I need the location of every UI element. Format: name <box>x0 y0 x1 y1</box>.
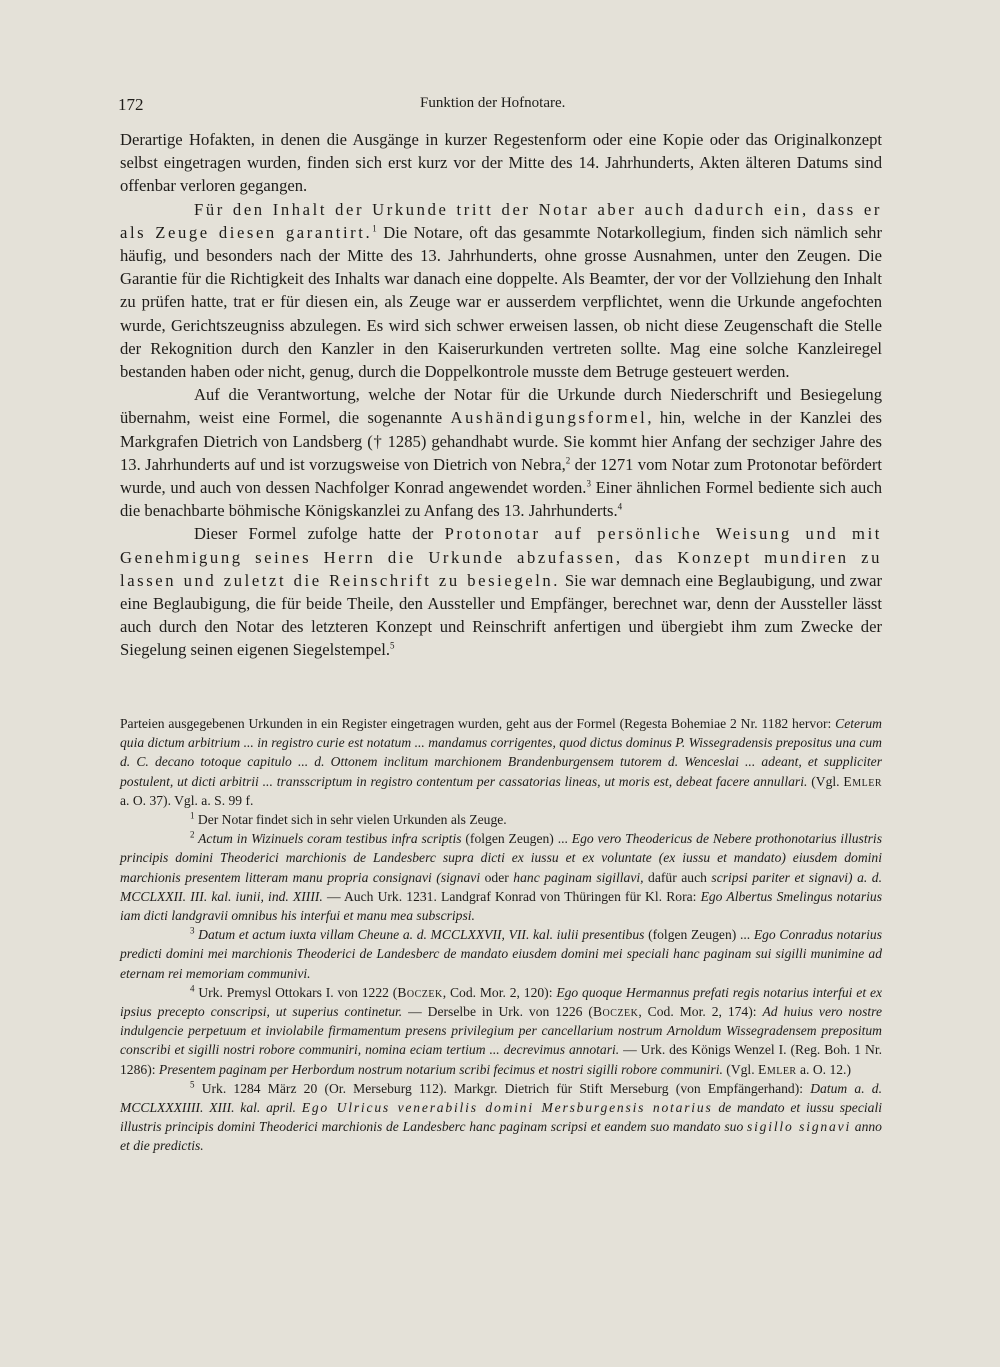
footnote-ref-4: 4 <box>617 501 623 512</box>
page-number: 172 <box>118 95 144 114</box>
footnote-5: $^5$ Urk. 1284 März 20 (Or. Merseburg 112). Markgr. Dietrich für Stift Merseburg (von Empfängerhand): Datum a. d. MCCLXXXIIII. XIII. kal. april. Ego Ulricus venerabilis domini Mersburgensis notarius de mandato et iussu speciali illustris principis domini Theoderici marchionis de Landesberc hanc paginam scripsi et eandem suo mandato suo sigillo signavi anno et die predictis. <box>120 1079 882 1154</box>
paragraph-2: Für den Inhalt der Urkunde tritt der Notar aber auch dadurch ein, dass er als Zeuge diesen garantirt.$^1$ Die Notare, oft das gesammte Notarkollegium, finden sich nämlich sehr häufig, und besonders nach der Mitte des 13. Jahrhunderts, ohne grosse Ausnahmen, unter den Zeugen. Die Garantie für die Richtigkeit des Inhalts war danach eine doppelte. Als Beamter, der vor der Vollziehung den Inhalt zu prüfen hatte, trat er für diesen ein, als Zeuge war er ausserdem verpflichtet, wenn die Urkunde angefochten wurde, Gerichtszeugniss abzulegen. Es wird sich schwer erweisen lassen, ob nicht diese Zeugenschaft die Stelle der Rekognition durch den Kanzler in den Kaiserurkunden vertreten sollte. Mag eine solche Kanzleiregel bestanden haben oder nicht, genug, durch die Doppelkontrole musste dem Betruge gesteuert werden. <box>120 199 882 382</box>
main-text <box>120 128 882 662</box>
footnote-ref-5: 5 <box>390 640 395 651</box>
footnotes <box>120 714 882 1156</box>
running-title: Funktion der Hofnotare. <box>420 95 566 111</box>
footnote-1: $^1$ Der Notar findet sich in sehr vielen Urkunden als Zeuge. <box>190 810 507 828</box>
footnote-number: 4 <box>190 983 195 994</box>
footnote-ref-2: 2 <box>565 455 571 466</box>
footnote-4: $^4$ Urk. Premysl Ottokars I. von 1222 (Boczek, Cod. Mor. 2, 120): Ego quoque Hermannus prefati regis notarius interfui et ex ipsius precepto conscripsi, ut superius continetur. — Derselbe in Urk. von 1226 (Boczek, Cod. Mor. 2, 174): Ad huius vero nostre indulgencie perpetuum et inviolabile firmamentum presens privilegium per cancellarium nostrum Arnoldum Wissegradensem prepositum conscribi et sigilli nostri robore communiri, nomina eciam tertium ... decrevimus annotari. — Urk. des Königs Wenzel I. (Reg. Boh. 1 Nr. 1286): Presentem paginam per Herbordum nostrum notarium scribi fecimus et nostri sigilli robore communiri. (Vgl. Emler a. O. 12.) <box>120 983 883 1077</box>
footnote-continuation: Parteien ausgegebenen Urkunden in ein Register eingetragen wurden, geht aus der Formel (Regesta Bohemiae 2 Nr. 1182 hervor: Ceterum quia dictum arbitrium ... in registro curie est notatum ... mandamus corrigentes, quod dictus dominus P. Wissegradensis prepositus una cum d. C. decano totoque capitulo ... d. Ottonem inclitum marchionem Brandenburgensem tutorem d. Wenceslai ... adeant, et suppliciter postulent, ut dicti arbitrii ... transscriptum in registro contentum per cassatorias lineas, ut moris est, debeat facere annullari. (Vgl. Emler a. O. 37). Vgl. a. S. 99 f. <box>120 716 882 808</box>
page-header <box>118 95 888 119</box>
paragraph-4: Dieser Formel zufolge hatte der Protonotar auf persönliche Weisung und mit Genehmigung seines Herrn die Urkunde abzufassen, das Konzept mundiren zu lassen und zuletzt die Reinschrift zu besiegeln. Sie war demnach eine Beglaubigung, und zwar eine Beglaubigung, die für beide Theile, den Aussteller und Empfänger, berechnet war, denn der Aussteller lässt auch durch den Notar des letzteren Konzept und Reinschrift anfertigen und übergiebt ihm zum Zwecke der Siegelung seinen eigenen Siegelstempel.$^5$ <box>120 524 882 660</box>
spaced-emphasis: Protonotar auf persönliche Weisung und mit Genehmigung seines Herrn die Urkunde abzufassen, das Konzept mundiren zu lassen und zuletzt die Reinschrift zu besiegeln. <box>120 524 882 590</box>
paragraph-1: Derartige Hofakten, in denen die Ausgänge in kurzer Regestenform oder eine Kopie oder das Originalkonzept selbst eingetragen wurden, finden sich erst kurz vor der Mitte des 14. Jahrhunderts, Akten älteren Datums sind offenbar verloren gegangen. <box>120 130 882 196</box>
footnote-2: $^2$ Actum in Wizinuels coram testibus infra scriptis (folgen Zeugen) ... Ego vero Theodericus de Nebere prothonotarius illustris principis domini Theoderici marchionis de Landesberc supra dicti ex iussu et ex voluntate (ex iussu et mandato) eiusdem domini marchionis presentem litteram manu propria consignavi (signavi oder hanc paginam sigillavi, dafür auch scripsi pariter et signavi) a. d. MCCLXXII. III. kal. iunii, ind. XIIII. — Auch Urk. 1231. Landgraf Konrad von Thüringen für Kl. Rora: Ego Albertus Smelingus notarius iam dicti landgravii omnibus his interfui et manu mea subscripsi. <box>120 829 883 924</box>
spaced-emphasis: Aushändigungsformel <box>450 408 648 428</box>
footnote-ref-3: 3 <box>586 478 591 489</box>
footnote-3: $^3$ Datum et actum iuxta villam Cheune a. d. MCCLXXVII, VII. kal. iulii presentibus (folgen Zeugen) ... Ego Conradus notarius predicti domini mei marchionis Theoderici de Landesberc de mandato eiusdem domini mei speciali hanc paginam sui sigilli munimine ad eternam rei memoriam communivi. <box>120 925 882 981</box>
paragraph-3: Auf die Verantwortung, welche der Notar für die Urkunde durch Niederschrift und Besiegelung übernahm, weist eine Formel, die sogenannte Aushändigungsformel, hin, welche in der Kanzlei des Markgrafen Dietrich von Landsberg († 1285) gehandhabt wurde. Sie kommt hier Anfang der sechziger Jahre des 13. Jahrhunderts auf und ist vorzugsweise von Dietrich von Nebra,$^2$ der 1271 vom Notar zum Protonotar befördert wurde, und auch von dessen Nachfolger Konrad angewendet worden.$^3$ Einer ähnlichen Formel bediente sich auch die benachbarte böhmische Königskanzlei zu Anfang des 13. Jahrhunderts.$^4$ <box>120 385 883 521</box>
footnote-number: 1 <box>190 810 195 821</box>
footnote-ref-1: 1 <box>372 223 377 234</box>
spaced-emphasis: Für den Inhalt der Urkunde tritt der Notar aber auch dadurch ein, dass er als Zeuge diesen garantirt. <box>120 199 882 242</box>
footnote-number: 5 <box>190 1079 195 1090</box>
footnote-number: 3 <box>190 925 195 936</box>
footnote-number: 2 <box>190 829 195 840</box>
